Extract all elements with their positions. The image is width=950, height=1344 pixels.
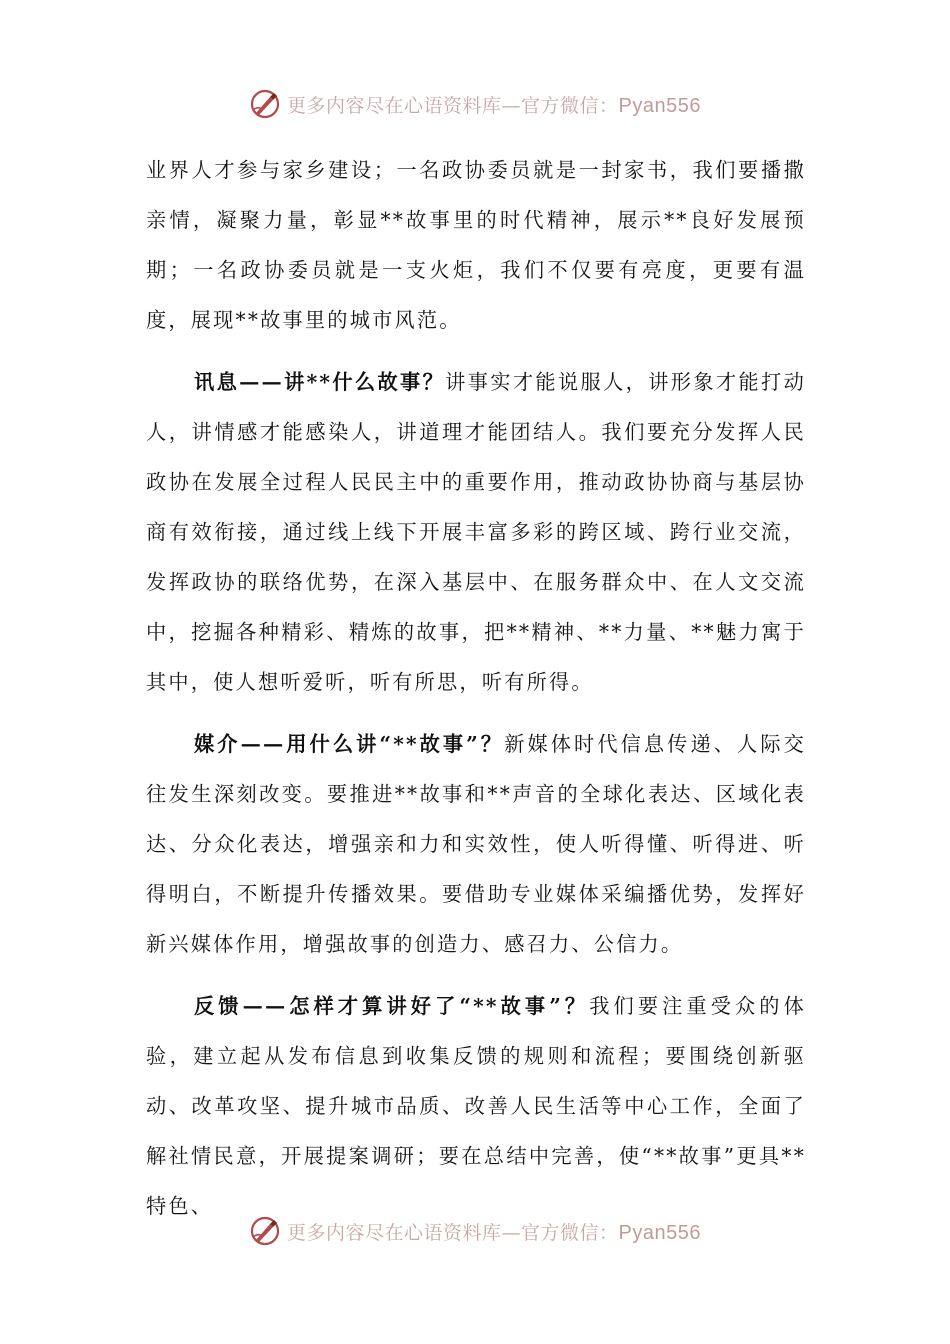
- watermark-text: [287, 91, 701, 118]
- paragraph-text: 业界人才参与家乡建设；一名政协委员就是一封家书，我们要播撒亲情，凝聚力量，彰显**故事里的时代精神，展示**良好发展预期；一名政协委员就是一支火炬，我们不仅要有亮度，更要有温度，展现**故事里的城市风范。: [146, 158, 806, 332]
- watermark-wechat-id: Pyan556: [618, 1221, 701, 1244]
- pen-logo-icon: [249, 88, 281, 120]
- paragraph-text: 讲事实才能说服人，讲形象才能打动人，讲情感才能感染人，讲道理才能团结人。我们要充分发挥人民政协在发展全过程人民民主中的重要作用，推动政协协商与基层协商有效衔接，通过线上线下开展丰富多彩的跨区域、跨行业交流，发挥政协的联络优势，在深入基层中、在服务群众中、在人文交流中，挖掘各种精彩、精炼的故事，把**精神、**力量、**魅力寓于其中，使人想听爱听，听有所思，听有所得。: [146, 370, 807, 694]
- watermark-text: [287, 1218, 701, 1245]
- paragraph-message: [146, 357, 806, 707]
- paragraph-heading: 媒介——用什么讲“**故事”？: [194, 732, 505, 756]
- paragraph-continued: [146, 145, 806, 345]
- paragraph-heading: 讯息——讲**什么故事？: [194, 370, 446, 394]
- footer-watermark-banner: [0, 1211, 950, 1251]
- paragraph-text: 新媒体时代信息传递、人际交往发生深刻改变。要推进**故事和**声音的全球化表达、区域化表达、分众化表达，增强亲和力和实效性，使人听得懂、听得进、听得明白，不断提升传播效果。要借助专业媒体采编播优势，发挥好新兴媒体作用，增强故事的创造力、感召力、公信力。: [146, 732, 807, 956]
- watermark-label: 更多内容尽在心语资料库—官方微信：: [287, 1221, 619, 1244]
- document-body: [146, 145, 806, 1231]
- header-watermark-banner: [0, 84, 950, 124]
- paragraph-text: 我们要注重受众的体验，建立起从发布信息到收集反馈的规则和流程；要围绕创新驱动、改革攻坚、提升城市品质、改善人民生活等中心工作，全面了解社情民意，开展提案调研；要在总结中完善，使“**故事”更具**特色、: [146, 994, 806, 1218]
- paragraph-feedback: [146, 981, 806, 1231]
- watermark-label: 更多内容尽在心语资料库—官方微信：: [287, 94, 619, 117]
- watermark-wechat-id: Pyan556: [618, 94, 701, 117]
- paragraph-heading: 反馈——怎样才算讲好了“**故事”？: [194, 994, 590, 1018]
- paragraph-medium: [146, 719, 806, 969]
- pen-logo-icon: [249, 1215, 281, 1247]
